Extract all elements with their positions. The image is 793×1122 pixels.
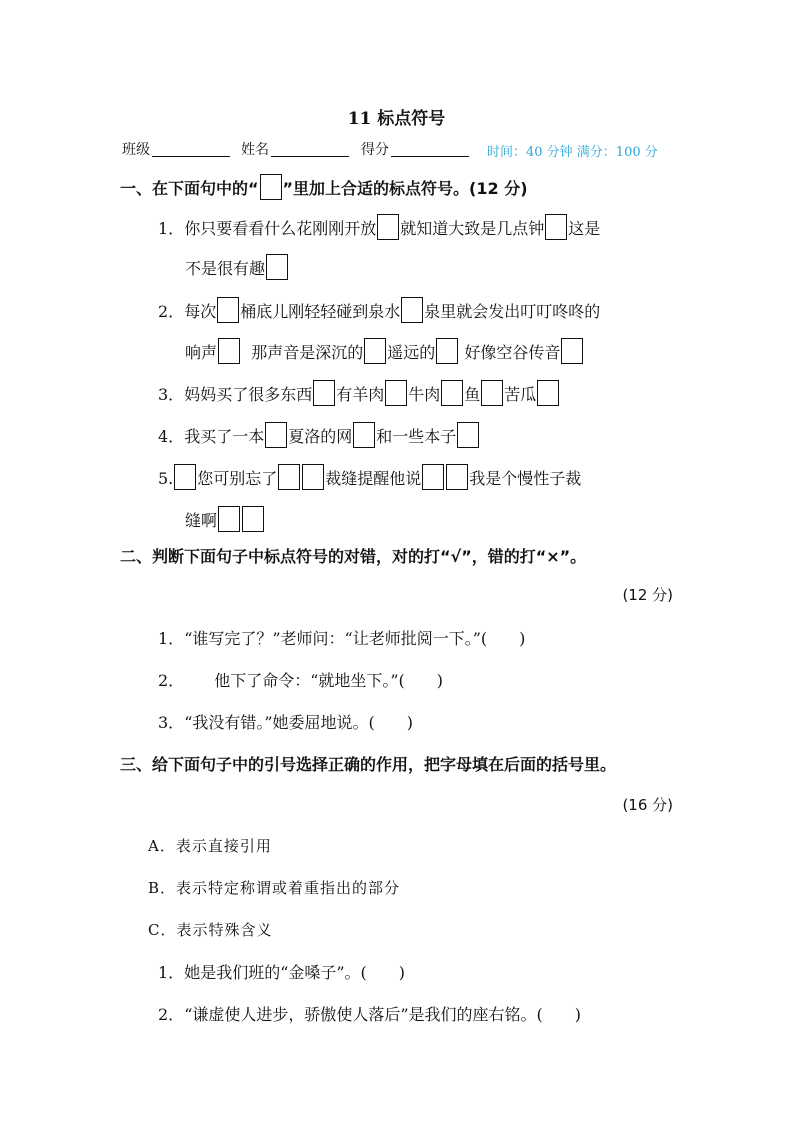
s2-item-2: 2． 他下了命令：“就地坐下。”( ) [158, 671, 444, 690]
answer-box[interactable] [385, 380, 407, 406]
s1-q1-line1: 1．你只要看看什么花刚刚开放 就知道大致是几点钟 这是 [158, 214, 600, 240]
s1-q4-line: 4．我买了一本 夏洛的网 和一些本子 [158, 422, 480, 448]
answer-box[interactable] [278, 464, 300, 490]
answer-box[interactable] [266, 254, 288, 280]
name-label: 姓名 [241, 142, 269, 158]
section2-heading: 二、判断下面句子中标点符号的对错，对的打“√”，错的打“×”。 [120, 547, 587, 566]
score-label: 得分 [361, 142, 389, 158]
answer-box[interactable] [218, 506, 240, 532]
section3-score: (16 分) [622, 796, 673, 814]
page-title: 11 标点符号 [347, 109, 446, 129]
s3-item-1: 1．她是我们班的“金嗓子”。( ) [158, 963, 406, 982]
answer-box[interactable] [561, 338, 583, 364]
s1-q5-line2: 缝啊 [185, 506, 265, 532]
option-b: B．表示特定称谓或着重指出的部分 [148, 879, 401, 897]
answer-box[interactable] [481, 380, 503, 406]
heading-example-box [260, 174, 282, 200]
class-label: 班级 [122, 142, 150, 158]
answer-box[interactable] [377, 214, 399, 240]
answer-box[interactable] [446, 464, 468, 490]
option-a: A．表示直接引用 [148, 837, 272, 855]
s1-q3-line: 3．妈妈买了很多东西 有羊肉 牛肉 鱼 苦瓜 [158, 380, 560, 406]
answer-box[interactable] [174, 464, 196, 490]
s1-q2-line1: 2．每次 桶底儿刚轻轻碰到泉水 泉里就会发出叮叮咚咚的 [158, 297, 600, 323]
score-field [361, 139, 469, 159]
answer-box[interactable] [217, 297, 239, 323]
answer-box[interactable] [537, 380, 559, 406]
answer-box[interactable] [401, 297, 423, 323]
score-blank[interactable] [391, 142, 469, 157]
name-field [241, 139, 349, 159]
answer-box[interactable] [441, 380, 463, 406]
answer-box[interactable] [545, 214, 567, 240]
answer-box[interactable] [242, 506, 264, 532]
name-blank[interactable] [271, 142, 349, 157]
option-c: C．表示特殊含义 [148, 921, 273, 939]
answer-box[interactable] [265, 422, 287, 448]
s1-q5-line1: 5. 您可别忘了 裁缝提醒他说 我是个慢性子裁 [158, 464, 581, 490]
section3-heading: 三、给下面句子中的引号选择正确的作用，把字母填在后面的括号里。 [120, 755, 617, 774]
answer-box[interactable] [302, 464, 324, 490]
answer-box[interactable] [313, 380, 335, 406]
s1-q1-line2: 不是很有趣 [185, 254, 289, 280]
answer-box[interactable] [218, 338, 240, 364]
answer-box[interactable] [457, 422, 479, 448]
answer-box[interactable] [422, 464, 444, 490]
s1-q2-line2: 响声 那声音是深沉的 遥远的 好像空谷传音 [185, 338, 584, 364]
section1-heading: 一、在下面句中的“ ”里加上合适的标点符号。(12 分) [120, 174, 528, 200]
time-info: 时间：40 分钟 满分：100 分 [487, 145, 658, 160]
s2-item-1: 1．“谁写完了？”老师问：“让老师批阅一下。”( ) [158, 629, 526, 648]
class-blank[interactable] [152, 142, 230, 157]
s3-item-2: 2．“谦虚使人进步，骄傲使人落后”是我们的座右铭。( ) [158, 1005, 582, 1024]
answer-box[interactable] [353, 422, 375, 448]
s2-item-3: 3．“我没有错。”她委屈地说。( ) [158, 713, 414, 732]
class-field [122, 139, 230, 159]
answer-box[interactable] [436, 338, 458, 364]
answer-box[interactable] [364, 338, 386, 364]
section2-score: (12 分) [622, 586, 673, 604]
